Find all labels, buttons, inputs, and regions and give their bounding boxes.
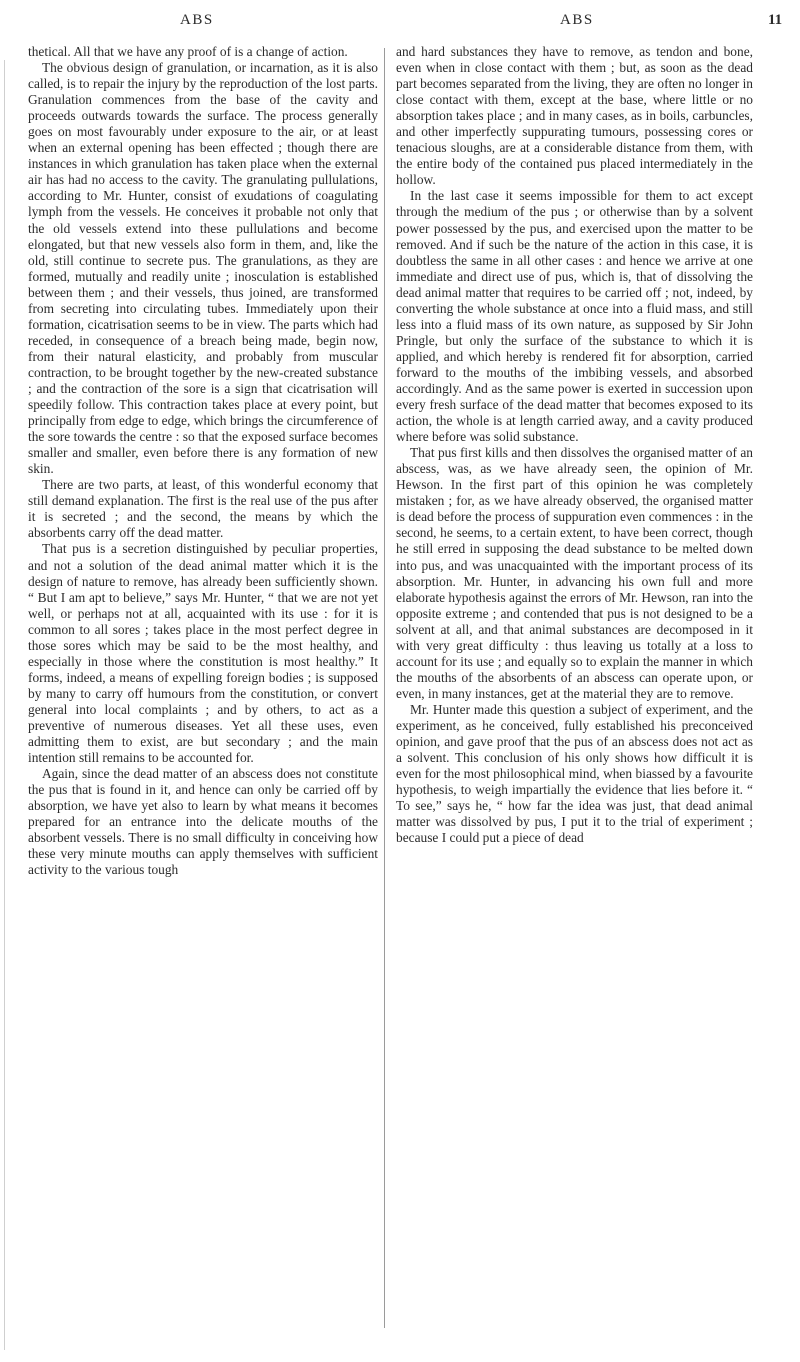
running-head-right: ABS [560,12,594,28]
paragraph: That pus first kills and then dissolves the organised matter of an abscess, was, as we have already seen, the opinion of Mr. Hewson. In the first part of this opinion he was completely mistaken ; for, as we have already observed, the organised matter is dead before the process of suppuration even commences : in the second, he seems, to a certain extent, to have been correct, though he still erred in supposing the dead substance to be melted down into pus, and was unacquainted with the important process of its absorption. Mr. Hunter, in advancing his own full and more elaborate hypothesis against the errors of Mr. Hewson, ran into the opposite extreme ; and contended that pus is not designed to be a solvent at all, and that animal substances are decomposed in it with very great difficulty : thus leaving us totally at a loss to account for its use ; and equally so to explain the manner in which the mouths of the absorbents of an abscess can operate upon, or even, in many instances, get at the material they are to remove. [396,445,753,701]
paragraph: thetical. All that we have any proof of is a change of action. [28,44,348,59]
paragraph: The obvious design of granulation, or incarnation, as it is also called, is to repair the injury by the reproduction of the lost parts. Granulation commences from the base of the cavity and proceeds outwards towards the surface. The process generally goes on most favourably under exposure to the air, or at least when an external opening has been effected ; though there are instances in which granulation has taken place when the external air has had no access to the cavity. The granulating pullulations, according to Mr. Hunter, consist of exudations of coagulating lymph from the vessels. He conceives it probable not only that the old vessels extend into these pullulations and become elongated, but that new vessels also form in them, and, like the old, still continue to secrete pus. The granulations, as they are formed, mutually and readily unite ; inosculation is established between them ; and their vessels, thus joined, are transformed from secreting into circulating tubes. Immediately upon their formation, cicatrisation seems to be in view. The parts which had receded, in consequence of a breach being made, begin now, from their natural elasticity, and probably from muscular contraction, to be brought together by the new-created substance ; and the contraction of the sore is a sign that cicatrisation will speedily follow. This contraction takes place at every point, but principally from edge to edge, which brings the circumference of the sore towards the centre : so that the exposed surface becomes smaller and smaller, even before there is any formation of new skin. [28,60,378,477]
paragraph: There are two parts, at least, of this wonderful economy that still demand explanation. The first is the real use of the pus after it is secreted ; and the second, the means by which the absorbents carry off the dead matter. [28,477,378,541]
paragraph: That pus is a secretion distinguished by peculiar properties, and not a solution of the dead animal matter which it is the design of nature to remove, has already been sufficiently shown. “ But I am apt to believe,” says Mr. Hunter, “ that we are not yet well, or perhaps not at all, acquainted with its use : for it is common to all sores ; takes place in the most perfect degree in those sores which may be said to be the most healthy, and especially in those where the constitution is most healthy.” It forms, indeed, a means of expelling foreign bodies ; is supposed by many to carry off humours from the constitution, or convert general into local complaints ; and by others, to act as a preventive of numerous diseases. Yet all these uses, even admitting them to exist, are but secondary ; and the main intention still remains to be accounted for. [28,541,378,766]
page-number: 11 [768,12,783,28]
paragraph: In the last case it seems impossible for them to act except through the medium of the pus ; or otherwise than by a solvent power possessed by the pus, and exercised upon the matter to be removed. And if such be the nature of the action in this case, it is doubtless the same in all other cases : and hence we arrive at one immediate and direct use of pus, which is, that of dissolving the dead animal matter that requires to be carried off ; not, indeed, by converting the whole substance at once into a fluid mass, and still less into a fluid mass of its own nature, as supposed by Sir John Pringle, but only the surface of the substance to which it is applied, and which hereby is rendered fit for absorption, carried forward to the mouths of the imbibing vessels, and absorbed accordingly. And as the same power is exerted in succession upon every fresh surface of the dead matter that becomes exposed to its action, the whole is at length carried away, and a cavity produced where before was solid substance. [396,188,753,445]
left-column [28,44,378,878]
paragraph: Mr. Hunter made this question a subject of experiment, and the experiment, as he conceived, fully established his preconceived opinion, and gave proof that the pus of an abscess does not act as a solvent. This conclusion of his only shows how difficult it is even for the most philosophical mind, when biassed by a favourite hypothesis, to weigh impartially the evidence that lies before it. “ To see,” says he, “ how far the idea was just, that dead animal matter was dissolved by pus, I put it to the trial of experiment ; because I could put a piece of dead [396,701,753,846]
page-edge-rule [4,60,5,1350]
column-divider [384,48,385,1328]
paragraph: Again, since the dead matter of an abscess does not constitute the pus that is found in it, and hence can only be carried off by absorption, we have yet also to learn by what means it becomes prepared for an entrance into the delicate mouths of the absorbent vessels. There is no small difficulty in conceiving how these very minute mouths can apply themselves with sufficient activity to the various tough [28,766,378,878]
paragraph: and hard substances they have to remove, as tendon and bone, even when in close contact with them ; but, as soon as the dead part becomes separated from the living, they are often no longer in close contact with them, except at the base, where little or no absorption takes place ; and in many cases, as in boils, carbuncles, and other imperfectly suppurating tumours, possessing cores or tenacious sloughs, are at a considerable distance from them, with the entire body of the contained pus placed intermediately in the hollow. [396,44,753,188]
right-column [396,44,753,846]
running-head [0,12,800,38]
running-head-left: ABS [180,12,214,28]
